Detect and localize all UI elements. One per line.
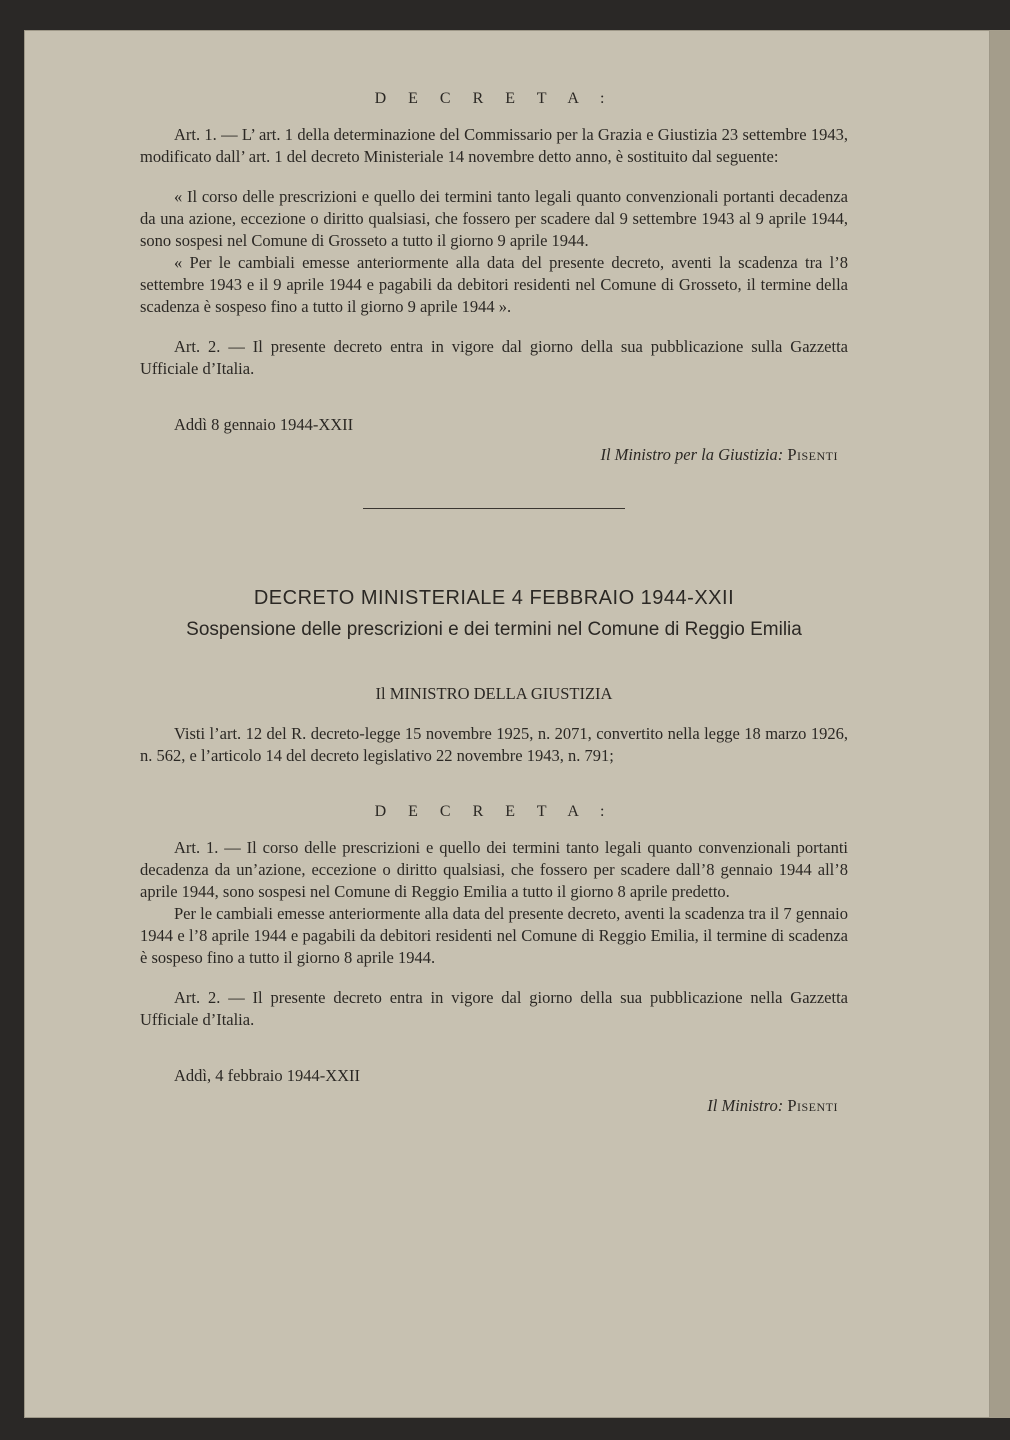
document-content (140, 88, 848, 1117)
visti-paragraph: Visti l’art. 12 del R. decreto-legge 15 novembre 1925, n. 2071, convertito nella legge 18 marzo 1926, n. 562, e l’articolo 14 del decreto legislativo 22 novembre 1943, n. 791; (140, 724, 848, 765)
signature-name-1: Pisenti (787, 445, 838, 464)
section-divider (363, 508, 625, 509)
signature-2 (140, 1095, 848, 1117)
next-page-edge (990, 30, 1010, 1418)
signature-name-2: Pisenti (787, 1096, 838, 1115)
signature-1 (140, 444, 848, 466)
decreta-heading-1: D E C R E T A : (374, 90, 614, 107)
art1-second: Art. 1. — Il corso delle prescrizioni e quello dei termini tanto legali quanto convenzionali portanti decadenza da un’azione, eccezione o diritto qualsiasi, che fossero per scadere dall’8 gennaio 1944 all’8 aprile 1944, sono sospesi nel Comune di Reggio Emilia a tutto il giorno 8 aprile predetto. (140, 838, 848, 901)
cambiali-paragraph: Per le cambiali emesse anteriormente alla data del presente decreto, aventi la scadenza tra il 7 gennaio 1944 e l’8 aprile 1944 e pagabili da debitori residenti nel Comune di Reggio Emilia, il termine di scadenza è sospeso fino a tutto il giorno 8 aprile 1944. (140, 904, 848, 967)
decreta-heading-2: D E C R E T A : (374, 803, 614, 820)
quote-paragraph-2: « Per le cambiali emesse anteriormente alla data del presente decreto, aventi la scadenza tra l’8 settembre 1943 e il 9 aprile 1944 e pagabili da debitori residenti nel Comune di Grosseto, il termine della scadenza è sospeso fino a tutto il giorno 9 aprile 1944 ». (140, 253, 848, 316)
date-line-1: Addì 8 gennaio 1944-XXII (174, 415, 354, 434)
signature-role-2: Il Ministro: (707, 1096, 784, 1115)
art1-intro: Art. 1. — L’ art. 1 della determinazione del Commissario per la Grazia e Giustizia 23 settembre 1943, modificato dall’ art. 1 del decreto Ministeriale 14 novembre detto anno, è sostituito dal seguente: (140, 125, 848, 166)
decree-title: DECRETO MINISTERIALE 4 FEBBRAIO 1944-XXII (253, 587, 735, 609)
minister-heading: Il MINISTRO DELLA GIUSTIZIA (375, 684, 613, 703)
date-line-2: Addì, 4 febbraio 1944-XXII (174, 1066, 361, 1085)
art2-second: Art. 2. — Il presente decreto entra in vigore dal giorno della sua pubblicazione nella Gazzetta Ufficiale d’Italia. (140, 988, 848, 1029)
decree-subtitle: Sospensione delle prescrizioni e dei termini nel Comune di Reggio Emilia (186, 619, 802, 640)
art2-first: Art. 2. — Il presente decreto entra in vigore dal giorno della sua pubblicazione sulla Gazzetta Ufficiale d’Italia. (140, 337, 848, 378)
signature-role-1: Il Ministro per la Giustizia: (600, 445, 784, 464)
quote-paragraph-1: « Il corso delle prescrizioni e quello dei termini tanto legali quanto convenzionali portanti decadenza da una azione, eccezione o diritto qualsiasi, che fossero per scadere dal 9 settembre 1943 al 9 aprile 1944, sono sospesi nel Comune di Grosseto a tutto il giorno 9 aprile 1944. (140, 187, 848, 250)
